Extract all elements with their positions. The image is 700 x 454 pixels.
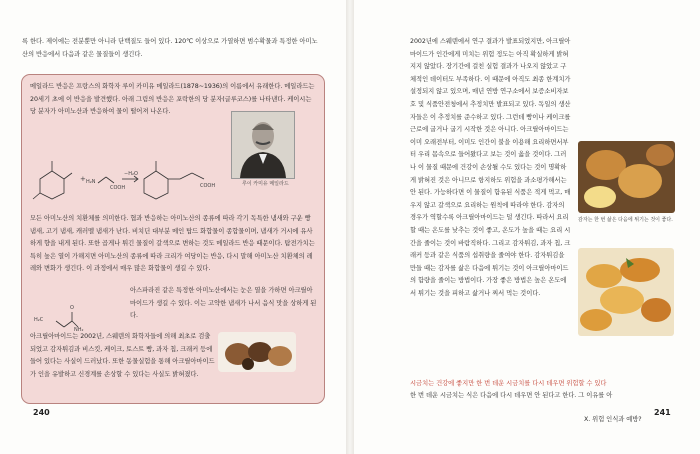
- maillard-paragraph-3: 아스파라진 같은 특정한 아미노산에서는 눈은 열을 가하면 아크릴아마이드가 생길 수 있다. 이는 고약한 냄새가 나서 음식 맛을 상하게 된다.: [130, 287, 317, 320]
- reaction-acid-label: COOH: [110, 185, 126, 191]
- right-page-number: 241: [654, 408, 671, 417]
- boiled-potatoes-photo: [578, 141, 675, 213]
- maillard-paragraph-4: 아크릴아마이드는 2002년, 스웨덴의 화학자들에 의해 최초로 검출되었고 감자튀김과 비스킷, 케이크, 토스트 빵, 과자 칩, 크래커 등에 들어 있다는 사실이 드러났다. 또한 동물실험을 통해 아크릴아마이드가 인을 유발하고 신경계를 손상할 수 있다는 사실도 밝혀졌다.: [30, 333, 215, 378]
- spinach-highlight-heading: 시금치는 건강에 좋지만 한 번 데운 시금치를 다시 데우면 위험할 수 있다: [410, 380, 607, 387]
- maillard-portrait: [231, 111, 295, 179]
- acrylamide-o-label: O: [70, 305, 74, 311]
- portrait-caption: 루이 카미유 메일라드: [242, 181, 289, 187]
- chapter-footer: X. 위험 인식과 예방?: [584, 416, 642, 423]
- reaction-plus: +: [80, 175, 86, 183]
- acrylamide-h2c-label: H₂C: [34, 317, 44, 323]
- right-page: [354, 0, 700, 454]
- spinach-paragraph: 한 번 데운 시금치는 식은 다음에 다시 데우면 안 된다고 한다. 그 이유를 아: [410, 392, 613, 399]
- maillard-reaction-diagram: [30, 149, 226, 209]
- book-gutter: [346, 0, 354, 454]
- reaction-arrow-label: −H₂O: [124, 171, 138, 177]
- left-page-number: 240: [33, 408, 50, 417]
- baked-goods-photo: [218, 332, 296, 372]
- maillard-paragraph-2: 모든 아미노산의 치환체를 의미한다. 협과 반응하는 아미노산의 종류에 따라 각기 독특한 냄새와 구운 빵 냄새, 고기 냄새, 캐러멜 냄새가 난다. 비치딘 대부분 메인 탑드 화합물이 종합물이며, 냄새가 거시에 유사하게 향을 내게 된다. 또한 곱게나 튀긴 물질이 갈색으로 변하는 것도 메일라드 반응 때문이다. 탐전가치는 특히 높은 열이 가해지면 아미노산의 종류에 따라 크리가 여당이는 반응, 다시 말해 아미노산 치환체의 레레와 변화가 생긴다. 이 과정에서 매우 많은 화합물이 생길 수 있다.: [30, 215, 315, 273]
- potatoes-photo-caption: 감자는 한 번 삶은 다음에 튀기는 것이 좋다.: [578, 217, 673, 223]
- acrylamide-nh2-label: NH₂: [74, 327, 84, 333]
- reaction-amine-label: H₂N: [86, 179, 96, 185]
- left-page: [0, 0, 346, 454]
- reaction-product-acid-label: COOH: [200, 183, 216, 189]
- maillard-paragraph-1: 메일라드 반응은 프랑스의 화학자 루이 카미유 메일라드(1878~1936)의 이름에서 유래한다. 메일라드는 20세기 초에 이 반응을 발견했다. 아래 그림의 반응은 포락한의 당 분자(글루코스)를 나타낸다. 케이시는 당 분자가 아미노산과 반응하여 물이 떨어져 나온다.: [30, 83, 315, 116]
- left-intro-text: 록 한다. 제이에는 전분뿐만 아니라 단백질도 들어 있다. 120℃ 이상으로 가열하면 범수확물과 특정한 아미노산의 반응에서 다음과 같은 물질들이 생긴다.: [22, 38, 318, 58]
- roasted-potatoes-photo: [578, 248, 674, 336]
- maillard-info-box: [21, 74, 325, 404]
- right-body-text: 2002년에 스웨덴에서 연구 결과가 발표되었지만, 아크릴아마이드가 인간에게 미치는 위험 정도는 아직 확실하게 밝혀지지 않았다. 장기간에 걸친 실험 결과가 나오지 않았고 구체적인 데이터도 부족하다. 이 때문에 아직도 최종 한계치가 설정되지 않고 있으며, 매년 연방 연구소에서 보증소비자보호 및 식품안전청에서 추정치만 발표되고 있다. 독일의 생산자들은 이 추정치를 준수하고 있다. 그런데 빵이나 케이크를 근로에 굽거나 굽기 시작한 것은 아니다. 아크릴아마이드는 이미 오래전부터, 이미도 인간이 불을 이용해 요리하면서부터 우리 몸속으로 들어왔다고 보는 것이 옳을 것이다. 그러나 이 물질 때문에 건강이 손상될 수도 있다는 것이 명확하게 밝혀진 것은 아니므로 항지하도 위험을 과소평가해서는 안 된다. 가능하다면 이 물질이 함유된 식품은 적게 먹고, 매우지 않고 갈색으로 요리하는 원칙에 따라야 한다. 감자의 경우가 역할수록 아크릴아마이드는 덜 생긴다. 따라서 요리할 때는 온도를 낮추는 것이 좋고, 온도가 높을 때는 요리 시간을 줄이는 것이 바람직하다. 그리고 감자튀김, 과자 칩, 크래커 등과 같은 식품의 섭취량을 줄여야 한다. 감자튀김을 만들 때는 감자를 삶은 다음에 튀기는 것이 아크릴아마이드의 함량을 줄이는 방법이다. 가장 좋은 방법은 높은 온도에서 튀기는 것을 피하고 삶거나 찌서 먹는 것이다.: [410, 38, 571, 297]
